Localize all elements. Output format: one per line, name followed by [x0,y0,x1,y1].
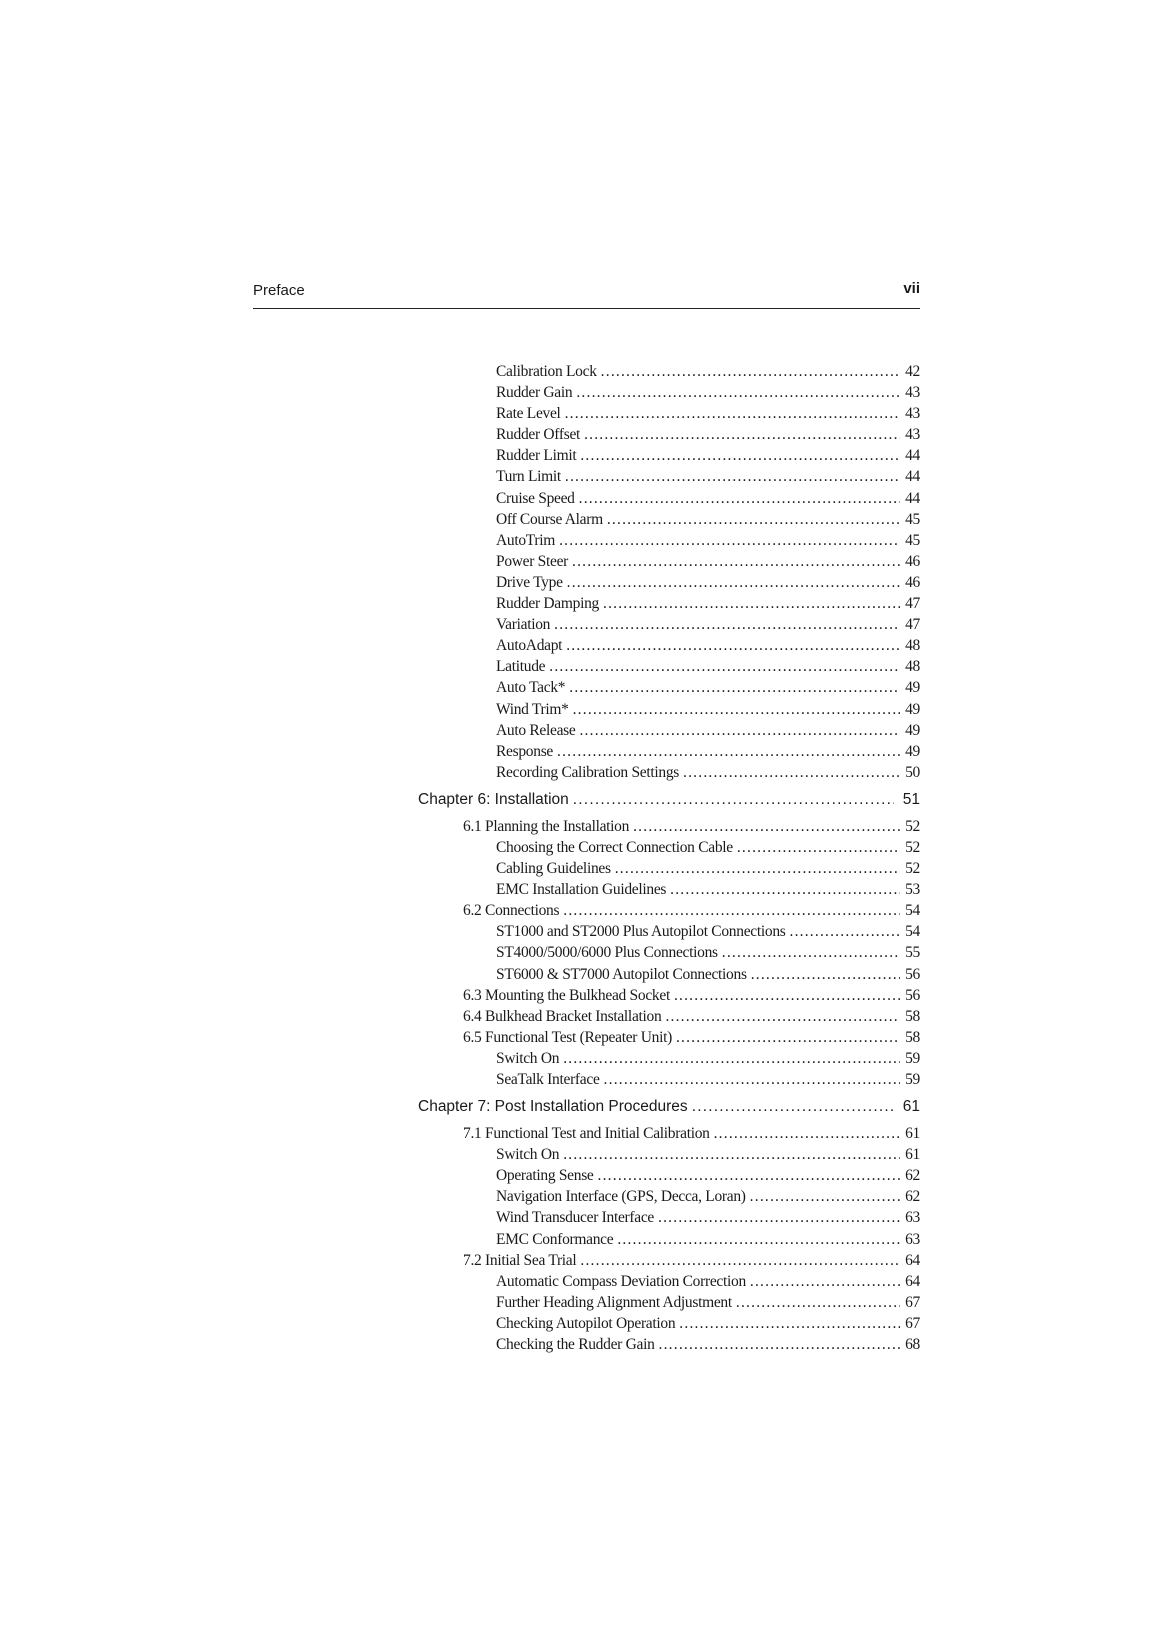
toc-entry[interactable] [418,1207,920,1228]
toc-entry-page: 45 [905,510,920,528]
toc-entry-page: 61 [905,1146,920,1164]
toc-entry[interactable] [418,1123,920,1144]
toc-entry[interactable] [418,656,920,677]
toc-entry-label: Rudder Limit [496,447,577,465]
toc-chapter-entry[interactable] [418,787,920,812]
toc-entry-page: 45 [905,531,920,549]
toc-entry-page: 44 [905,489,920,507]
toc-entry-label: EMC Installation Guidelines [496,881,667,899]
dot-leader [683,762,900,783]
toc-entry-label: Off Course Alarm [496,510,603,528]
dot-leader [579,720,900,741]
toc-entry-page: 53 [905,881,920,899]
toc-entry-page: 48 [905,637,920,655]
toc-entry[interactable] [418,964,920,985]
toc-entry-page: 50 [905,763,920,781]
toc-entry[interactable] [418,593,920,614]
toc-entry-page: 59 [905,1049,920,1067]
dot-leader [554,614,900,635]
toc-entry[interactable] [418,403,920,424]
dot-leader [615,858,900,879]
toc-entry-page: 63 [905,1209,920,1227]
toc-entry-label: AutoTrim [496,531,556,549]
toc-entry[interactable] [418,1250,920,1271]
toc-entry[interactable] [418,1165,920,1186]
toc-entry-label: Latitude [496,658,546,676]
dot-leader [565,466,900,487]
toc-entry-label: Switch On [496,1146,560,1164]
toc-entry-page: 43 [905,426,920,444]
toc-entry-label: ST1000 and ST2000 Plus Autopilot Connections [496,923,786,941]
toc-entry[interactable] [418,361,920,382]
toc-entry-page: 55 [905,944,920,962]
toc-entry-page: 68 [905,1336,920,1354]
toc-entry-label: ST6000 & ST7000 Autopilot Connections [496,965,747,983]
toc-entry[interactable] [418,572,920,593]
toc-entry-label: Rudder Offset [496,426,581,444]
dot-leader [665,1006,900,1027]
toc-entry-label: Rudder Damping [496,595,599,613]
dot-leader [563,900,900,921]
dot-leader [658,1207,900,1228]
toc-entry-page: 49 [905,679,920,697]
toc-entry-label: 6.3 Mounting the Bulkhead Socket [463,986,670,1004]
dot-leader [573,699,900,720]
toc-entry[interactable] [418,677,920,698]
toc-entry-page: 47 [905,595,920,613]
toc-entry-page: 49 [905,742,920,760]
toc-entry-label: Turn Limit [496,468,561,486]
toc-entry-page: 46 [905,573,920,591]
toc-entry-page: 62 [905,1188,920,1206]
toc-entry-label: ST4000/5000/6000 Plus Connections [496,944,718,962]
toc-entry[interactable] [418,900,920,921]
toc-entry[interactable] [418,699,920,720]
toc-entry-label: Switch On [496,1049,560,1067]
toc-entry-page: 52 [905,838,920,856]
toc-entry-label: AutoAdapt [496,637,563,655]
toc-entry-label: Choosing the Correct Connection Cable [496,838,733,856]
toc-entry[interactable] [418,1144,920,1165]
toc-entry-label: Recording Calibration Settings [496,763,680,781]
toc-chapter-entry[interactable] [418,1094,920,1119]
toc-entry-label: Rudder Gain [496,384,573,402]
toc-entry-label: Wind Transducer Interface [496,1209,655,1227]
toc-entry[interactable] [418,424,920,445]
toc-entry[interactable] [418,942,920,963]
dot-leader [569,677,900,698]
dot-leader [722,942,900,963]
dot-leader [584,424,900,445]
toc-entry-label: Auto Tack* [496,679,566,697]
toc-entry[interactable] [418,1334,920,1355]
dot-leader [567,572,900,593]
toc-entry-label: Power Steer [496,552,569,570]
toc-entry-label: Variation [496,616,551,634]
toc-entry-label: Response [496,742,554,760]
toc-entry-label: SeaTalk Interface [496,1071,600,1088]
dot-leader [659,1334,900,1355]
page-number: vii [903,280,920,297]
toc-entry[interactable] [418,1292,920,1313]
dot-leader [559,530,900,551]
toc-entry[interactable] [418,762,920,783]
toc-entry-label: Auto Release [496,721,576,739]
toc-entry[interactable] [418,551,920,572]
toc-entry-label: Further Heading Alignment Adjustment [496,1293,732,1311]
toc-entry-label: Chapter 6: Installation [418,790,569,808]
toc-entry-page: 52 [905,817,920,835]
page-header [253,280,920,309]
dot-leader [573,787,894,812]
toc-entry-label: 6.5 Functional Test (Repeater Unit) [463,1028,672,1046]
toc-entry[interactable] [418,879,920,900]
toc-entry-page: 43 [905,384,920,402]
toc-entry-page: 59 [905,1071,920,1088]
toc-entry-page: 64 [905,1272,920,1290]
dot-leader [750,1271,900,1292]
toc-entry-label: 6.1 Planning the Installation [463,817,630,835]
toc-entry[interactable] [418,837,920,858]
dot-leader [692,1094,894,1119]
toc-entry-label: Rate Level [496,405,561,423]
dot-leader [572,551,900,572]
toc-entry[interactable] [418,1069,920,1090]
dot-leader [603,593,900,614]
dot-leader [617,1229,900,1250]
dot-leader [607,509,900,530]
dot-leader [601,361,900,382]
toc-entry-page: 47 [905,616,920,634]
toc-entry-page: 56 [905,986,920,1004]
toc-entry-page: 61 [905,1125,920,1143]
dot-leader [679,1313,900,1334]
toc-entry-page: 44 [905,447,920,465]
dot-leader [674,985,900,1006]
toc-entry-page: 49 [905,721,920,739]
dot-leader [598,1165,900,1186]
dot-leader [580,445,900,466]
toc-entry-label: Automatic Compass Deviation Correction [496,1272,746,1290]
toc-entry[interactable] [418,741,920,762]
toc-entry-page: 46 [905,552,920,570]
toc-entry[interactable] [418,1048,920,1069]
section-title: Preface [253,282,305,299]
toc-entry-label: Operating Sense [496,1167,594,1185]
table-of-contents [418,361,920,1355]
toc-entry[interactable] [418,1027,920,1048]
dot-leader [576,382,900,403]
toc-entry[interactable] [418,1229,920,1250]
toc-entry[interactable] [418,466,920,487]
toc-entry[interactable] [418,985,920,1006]
toc-entry-label: Checking Autopilot Operation [496,1314,676,1332]
dot-leader [565,403,900,424]
dot-leader [676,1027,900,1048]
toc-entry-page: 48 [905,658,920,676]
toc-entry[interactable] [418,1186,920,1207]
toc-entry[interactable] [418,530,920,551]
toc-entry-page: 67 [905,1314,920,1332]
toc-entry[interactable] [418,382,920,403]
toc-entry-page: 62 [905,1167,920,1185]
toc-entry-page: 64 [905,1251,920,1269]
toc-entry-page: 51 [902,790,920,808]
toc-entry-label: Calibration Lock [496,363,597,380]
dot-leader [580,1250,900,1271]
toc-entry-page: 56 [905,965,920,983]
dot-leader [557,741,900,762]
dot-leader [566,635,900,656]
dot-leader [736,1292,900,1313]
toc-entry-label: Navigation Interface (GPS, Decca, Loran) [496,1188,746,1206]
toc-entry[interactable] [418,921,920,942]
toc-entry[interactable] [418,858,920,879]
toc-entry-label: Checking the Rudder Gain [496,1336,655,1354]
toc-entry-page: 44 [905,468,920,486]
toc-entry-label: Wind Trim* [496,700,569,718]
toc-entry-label: Cruise Speed [496,489,575,507]
toc-entry-label: Drive Type [496,573,563,591]
dot-leader [579,488,900,509]
toc-entry[interactable] [418,1006,920,1027]
dot-leader [670,879,900,900]
toc-entry-page: 61 [902,1098,920,1116]
dot-leader [737,837,900,858]
toc-entry-page: 49 [905,700,920,718]
toc-entry[interactable] [418,816,920,837]
toc-entry[interactable] [418,445,920,466]
dot-leader [604,1069,900,1090]
toc-entry[interactable] [418,1313,920,1334]
toc-entry-label: 7.1 Functional Test and Initial Calibration [463,1125,710,1143]
toc-entry[interactable] [418,1271,920,1292]
toc-entry-page: 54 [905,902,920,920]
dot-leader [750,1186,900,1207]
toc-entry-page: 63 [905,1230,920,1248]
toc-entry-label: 7.2 Initial Sea Trial [463,1251,577,1269]
toc-entry[interactable] [418,720,920,741]
toc-entry-page: 58 [905,1028,920,1046]
toc-entry-page: 42 [905,363,920,380]
dot-leader [751,964,900,985]
dot-leader [563,1144,900,1165]
toc-entry-page: 67 [905,1293,920,1311]
dot-leader [633,816,900,837]
dot-leader [549,656,900,677]
toc-entry[interactable] [418,614,920,635]
toc-entry-page: 54 [905,923,920,941]
dot-leader [714,1123,900,1144]
toc-entry-page: 43 [905,405,920,423]
toc-entry[interactable] [418,509,920,530]
toc-entry[interactable] [418,635,920,656]
toc-entry-label: Chapter 7: Post Installation Procedures [418,1098,688,1116]
dot-leader [563,1048,900,1069]
toc-entry-page: 58 [905,1007,920,1025]
toc-entry-label: Cabling Guidelines [496,860,611,878]
toc-entry-label: 6.4 Bulkhead Bracket Installation [463,1007,662,1025]
toc-entry-label: 6.2 Connections [463,902,560,920]
toc-entry-page: 52 [905,860,920,878]
toc-entry-label: EMC Conformance [496,1230,614,1248]
dot-leader [790,921,901,942]
toc-entry[interactable] [418,488,920,509]
